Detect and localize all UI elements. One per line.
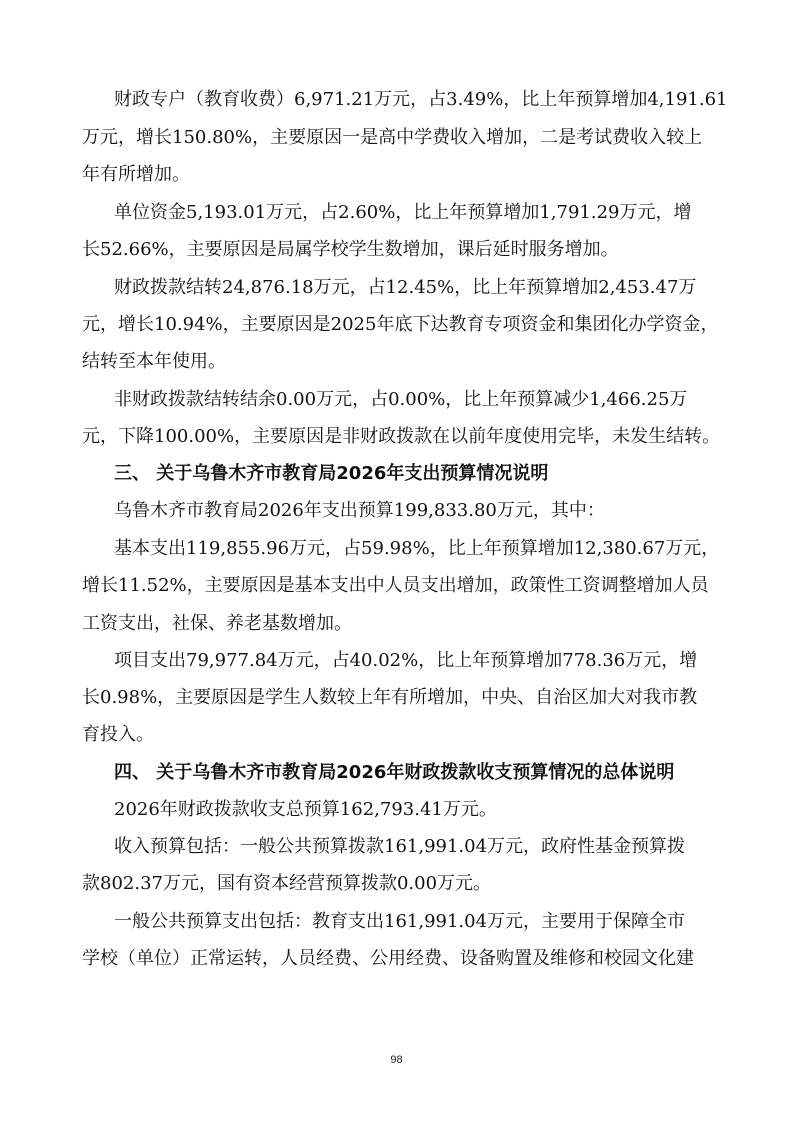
section-heading: 四、 关于乌鲁木齐市教育局2026年财政拨款收支预算情况的总体说明 xyxy=(114,762,675,783)
paragraph-line: 2026年财政拨款收支总预算162,793.41万元。 xyxy=(114,799,497,820)
paragraph-line: 单位资金5,193.01万元，占2.60%，比上年预算增加1,791.29万元，增 xyxy=(114,202,692,223)
paragraph-line: 结转至本年使用。 xyxy=(82,351,226,372)
paragraph-line: 款802.37万元，国有资本经营预算拨款0.00万元。 xyxy=(82,873,492,894)
paragraph-line: 一般公共预算支出包括：教育支出161,991.04万元，主要用于保障全市 xyxy=(114,911,686,932)
paragraph-line: 学校（单位）正常运转，人员经费、公用经费、设备购置及维修和校园文化建 xyxy=(82,948,694,969)
paragraph-line: 基本支出119,855.96万元，占59.98%，比上年预算增加12,380.67万元， xyxy=(114,538,720,559)
paragraph-line: 长0.98%，主要原因是学生人数较上年有所增加，中央、自治区加大对我市教 xyxy=(82,687,698,708)
paragraph-line: 乌鲁木齐市教育局2026年支出预算199,833.80万元，其中： xyxy=(114,500,605,521)
page-number: 98 xyxy=(390,1054,403,1066)
paragraph-line: 元，下降100.00%，主要原因是非财政拨款在以前年度使用完毕，未发生结转。 xyxy=(82,426,721,447)
paragraph-line: 育投入。 xyxy=(82,724,154,745)
paragraph-line: 财政拨款结转24,876.18万元，占12.45%，比上年预算增加2,453.47万 xyxy=(114,277,697,298)
paragraph-line: 项目支出79,977.84万元，占40.02%，比上年预算增加778.36万元，增 xyxy=(114,650,698,671)
paragraph-line: 收入预算包括：一般公共预算拨款161,991.04万元，政府性基金预算拨 xyxy=(114,836,686,857)
section-heading: 三、 关于乌鲁木齐市教育局2026年支出预算情况说明 xyxy=(114,463,549,484)
paragraph-line: 元，增长10.94%，主要原因是2025年底下达教育专项资金和集团化办学资金， xyxy=(82,314,719,335)
paragraph-line: 非财政拨款结转结余0.00万元，占0.00%，比上年预算减少1,466.25万 xyxy=(114,389,688,410)
paragraph-line: 万元，增长150.80%，主要原因一是高中学费收入增加，二是考试费收入较上 xyxy=(82,127,703,148)
paragraph-line: 长52.66%，主要原因是局属学校学生数增加，课后延时服务增加。 xyxy=(82,239,619,260)
paragraph-line: 工资支出，社保、养老基数增加。 xyxy=(82,613,352,634)
paragraph-line: 财政专户（教育收费）6,971.21万元，占3.49%，比上年预算增加4,191.61 xyxy=(114,89,728,110)
paragraph-line: 年有所增加。 xyxy=(82,164,190,185)
paragraph-line: 增长11.52%，主要原因是基本支出中人员支出增加，政策性工资调整增加人员 xyxy=(82,575,709,596)
